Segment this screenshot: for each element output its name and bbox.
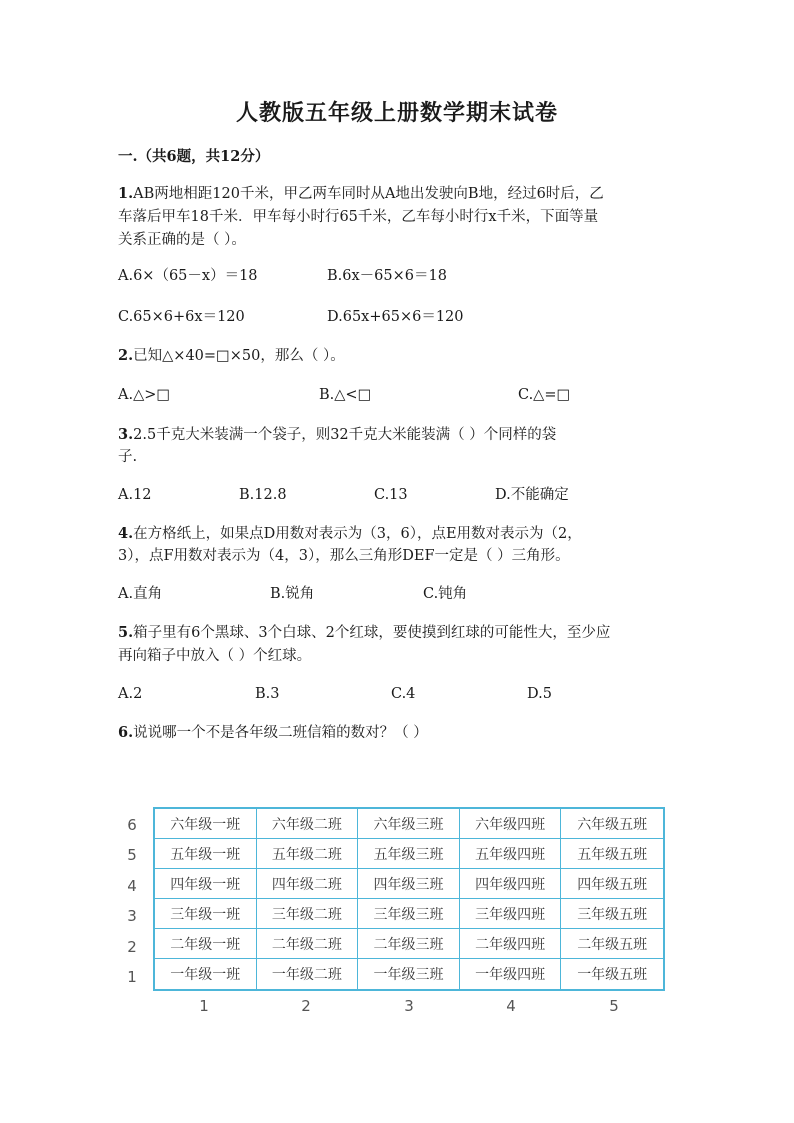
page-title: 人教版五年级上册数学期末试卷	[235, 100, 558, 126]
question-1-line-3: 关系正确的是（ ）。	[118, 232, 246, 248]
grid-cell: 四年级五班	[561, 869, 663, 899]
question-5-text: 箱子里有6个黑球、3个白球、2个红球，要使摸到红球的可能性大，至少应	[133, 625, 611, 641]
grid-cell: 三年级三班	[358, 899, 460, 929]
grid-cell: 一年级四班	[460, 959, 562, 989]
question-6-number: 6.	[118, 724, 134, 741]
question-1-line-2: 车落后甲车18千米．甲车每小时行65千米，乙车每小时行x千米，下面等量	[118, 209, 599, 225]
question-5-option-a: A.2	[118, 686, 143, 702]
question-5-option-d: D.5	[527, 686, 552, 702]
question-3-number: 3.	[118, 426, 134, 443]
column-label: 5	[609, 997, 619, 1015]
question-3-option-b: B.12.8	[239, 487, 287, 503]
grid-cell: 五年级三班	[358, 839, 460, 869]
question-3-line-1	[118, 425, 556, 445]
grid-cell: 四年级三班	[358, 869, 460, 899]
question-2-number: 2.	[118, 347, 134, 364]
grid-cell: 六年级五班	[561, 809, 663, 839]
grid-cell: 二年级三班	[358, 929, 460, 959]
column-label: 3	[404, 997, 414, 1015]
question-1-option-b: B.6x－65×6＝18	[327, 268, 447, 284]
question-6-line-1	[118, 723, 428, 743]
grid-cell: 二年级一班	[155, 929, 257, 959]
grid-cell: 一年级一班	[155, 959, 257, 989]
question-1-option-c: C.65×6+6x＝120	[118, 309, 245, 325]
question-5-line-1	[118, 623, 610, 643]
grid-cell: 六年级三班	[358, 809, 460, 839]
grid-cell: 三年级四班	[460, 899, 562, 929]
grid-cell: 三年级二班	[257, 899, 359, 929]
row-label: 4	[127, 877, 137, 895]
question-4-option-c: C.钝角	[423, 586, 468, 602]
row-label: 1	[127, 968, 137, 986]
question-2-line-1	[118, 346, 345, 366]
grid-cell: 四年级二班	[257, 869, 359, 899]
grid-cell: 一年级三班	[358, 959, 460, 989]
question-1-text: AB两地相距120千米，甲乙两车同时从A地出发驶向B地，经过6时后，乙	[133, 186, 604, 202]
grid-cell: 五年级四班	[460, 839, 562, 869]
question-3-option-a: A.12	[118, 487, 152, 503]
grid-cell: 一年级五班	[577, 967, 648, 983]
question-3-option-d: D.不能确定	[495, 487, 569, 503]
question-1-line-1	[118, 184, 604, 204]
question-3-text: 2.5千克大米装满一个袋子，则32千克大米能装满（ ）个同样的袋	[133, 427, 557, 443]
question-4-number: 4.	[118, 525, 134, 542]
question-4-line-2: 3），点F用数对表示为（4，3），那么三角形DEF一定是（ ）三角形。	[118, 548, 570, 564]
grid-cell: 六年级二班	[257, 809, 359, 839]
question-2-option-c: C.△=□	[518, 387, 571, 403]
row-label: 3	[127, 907, 137, 925]
grid-cell: 二年级二班	[257, 929, 359, 959]
question-2-option-b: B.△<□	[319, 387, 372, 403]
grid-cell: 四年级一班	[155, 869, 257, 899]
grid-cell: 四年级四班	[460, 869, 562, 899]
grid-cell: 三年级五班	[561, 899, 663, 929]
section-heading: 一.（共6题，共12分）	[118, 148, 270, 165]
question-1-option-a: A.6×（65－x）＝18	[118, 268, 258, 284]
question-4-text: 在方格纸上，如果点D用数对表示为（3，6），点E用数对表示为（2，	[133, 526, 582, 542]
question-5-number: 5.	[118, 624, 134, 641]
column-label: 1	[199, 997, 209, 1015]
mailbox-grid-figure	[118, 805, 678, 1020]
question-6-text: 说说哪一个不是各年级二班信箱的数对？（ ）	[133, 725, 428, 741]
question-5-line-2: 再向箱子中放入（ ）个红球。	[118, 648, 312, 664]
grid-cell: 五年级二班	[257, 839, 359, 869]
column-label: 4	[506, 997, 516, 1015]
question-3-option-c: C.13	[374, 487, 408, 503]
mailbox-grid	[153, 807, 665, 991]
grid-cell: 五年级五班	[561, 839, 663, 869]
grid-cell: 二年级五班	[561, 929, 663, 959]
question-1-number: 1.	[118, 185, 134, 202]
grid-cell: 六年级一班	[155, 809, 257, 839]
question-4-line-1	[118, 524, 582, 544]
question-5-option-c: C.4	[391, 686, 416, 702]
question-2-text: 已知△×40=□×50，那么（ ）。	[133, 348, 345, 364]
question-4-option-a: A.直角	[118, 586, 163, 602]
row-label: 5	[127, 846, 137, 864]
question-2-option-a: A.△>□	[118, 387, 171, 403]
grid-cell: 二年级四班	[460, 929, 562, 959]
question-1-option-d: D.65x+65×6＝120	[327, 309, 464, 325]
grid-cell: 一年级二班	[257, 959, 359, 989]
column-label: 2	[301, 997, 311, 1015]
grid-cell: 三年级一班	[155, 899, 257, 929]
row-label: 6	[127, 816, 137, 834]
question-3-line-2: 子.	[118, 449, 138, 465]
question-4-option-b: B.锐角	[270, 586, 315, 602]
grid-cell: 六年级四班	[460, 809, 562, 839]
grid-cell: 五年级一班	[155, 839, 257, 869]
row-label: 2	[127, 938, 137, 956]
question-5-option-b: B.3	[255, 686, 280, 702]
